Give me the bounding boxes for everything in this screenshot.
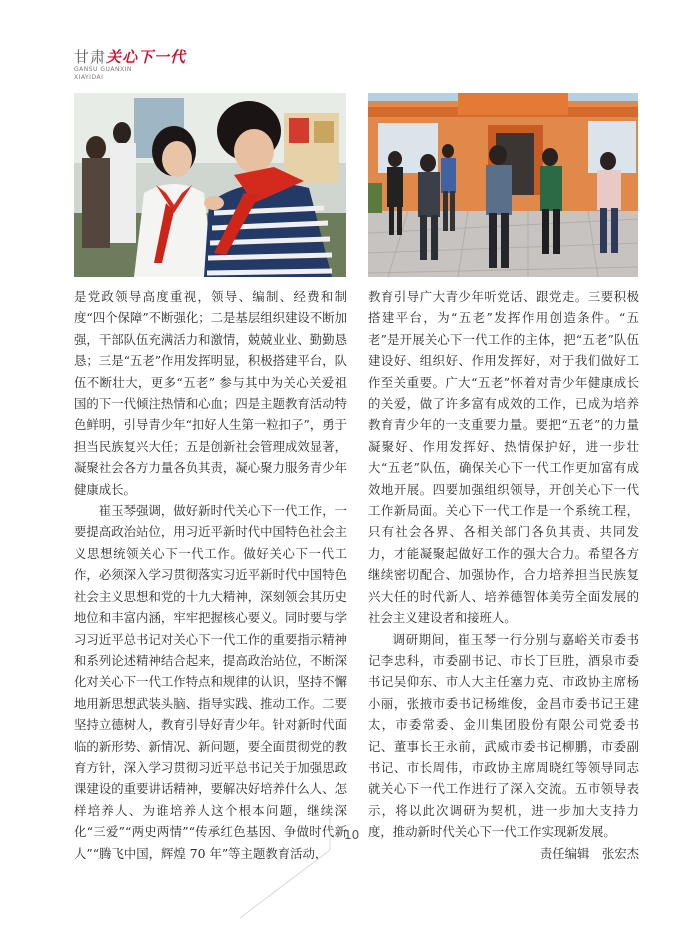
right-paragraph-1: 教育引导广大青少年听党话、跟党走。三要积极搭建平台，为“五老”发挥作用创造条件。“五老”是开展关心下一代工作的主体，把“五老”队伍建设好、组织好、作用发挥好，对于我们做好工作至关重要。广大“五老”怀着对青少年健康成长的关爱，做了许多富有成效的工作，已成为培养教育青少年的一支重要力量。要把“五老”的力量凝聚好、作用发挥好、热情保护好，进一步壮大“五老”队伍，确保关心下一代工作更加富有成效地开展。四要加强组织领导，开创关心下一代工作新局面。关心下一代工作是一个系统工程，只有社会各界、各相关部门各负其责、共同发力，才能凝聚起做好工作的强大合力。希望各方继续密切配合、加强协作，合力培养担当民族复兴大任的时代新人、培养德智体美劳全面发展的社会主义建设者和接班人。 xyxy=(368,289,639,626)
right-paragraph-2: 调研期间，崔玉琴一行分别与嘉峪关市委书记李忠科，市委副书记、市长丁巨胜，酒泉市委书记吴仰东、市人大主任塞力克、市政协主席杨小丽，张掖市委书记杨维俊，金昌市委书记王建太，市委常委、金川集团股份有限公司党委书记、董事长王永前，武威市委书记柳鹏，市委副书记、市长周伟，市政协主席周晓红等领导同志就关心下一代工作进行了深入交流。五市领导表示，将以此次调研为契机，进一步加大支持力度，推动新时代关心下一代工作实现新发展。 xyxy=(368,631,639,840)
left-paragraph-2: 崔玉琴强调，做好新时代关心下一代工作，一要提高政治站位，用习近平新时代中国特色社会主义思想统领关心下一代工作。做好关心下一代工作，必须深入学习贯彻落实习近平新时代中国特色社会主义思想和党的十九大精神，深刻领会其历史地位和丰富内涵，牢牢把握核心要义。同时要与学习习近平总书记对关心下一代工作的重要指示精神和系列论述精神结合起来，提高政治站位，不断深化对关心下一代工作特点和规律的认识，坚持不懈地用新思想武装头脑、指导实践、推动工作。二要坚持立德树人，教育引导好青少年。针对新时代面临的新形势、新情况、新问题，要全面贯彻党的教育方针，深入学习贯彻习近平总书记关于加强思政课建设的重要讲话精神，要解决好培养什么人、怎样培养人、为谁培养人这个根本问题，继续深化“三爱”“两史两情”“传承红色基因、争做时代新人”“腾飞中国，辉煌 70 年”等主题教育活动， xyxy=(74,503,347,861)
logo-sub-line1: GANSU GUANXIN xyxy=(74,66,132,73)
logo-sub-line2: XIAYIDAI xyxy=(74,74,104,81)
left-paragraph-1: 是党政领导高度重视，领导、编制、经费和制度“四个保障”不断强化；二是基层组织建设不断加强，干部队伍充满活力和激情，兢兢业业、勤勤恳恳；三是“五老”作用发挥明显，积极搭建平台，队伍不断壮大，更多“五老” 参与其中为关心关爱祖国的下一代倾注热情和心血；四是主题教育活动特色鲜明，引导青少年“扣好人生第一粒扣子”，勇于担当民族复兴大任；五是创新社会管理成效显著，凝聚社会各方力量各负其责，凝心聚力服务青少年健康成长。 xyxy=(74,289,347,497)
responsible-editor: 责任编辑 张宏杰 xyxy=(539,845,639,861)
logo-main-text: 关心下一代 xyxy=(106,48,187,66)
logo-prefix: 甘肃 xyxy=(74,48,107,66)
page-number: 10 xyxy=(344,828,360,842)
